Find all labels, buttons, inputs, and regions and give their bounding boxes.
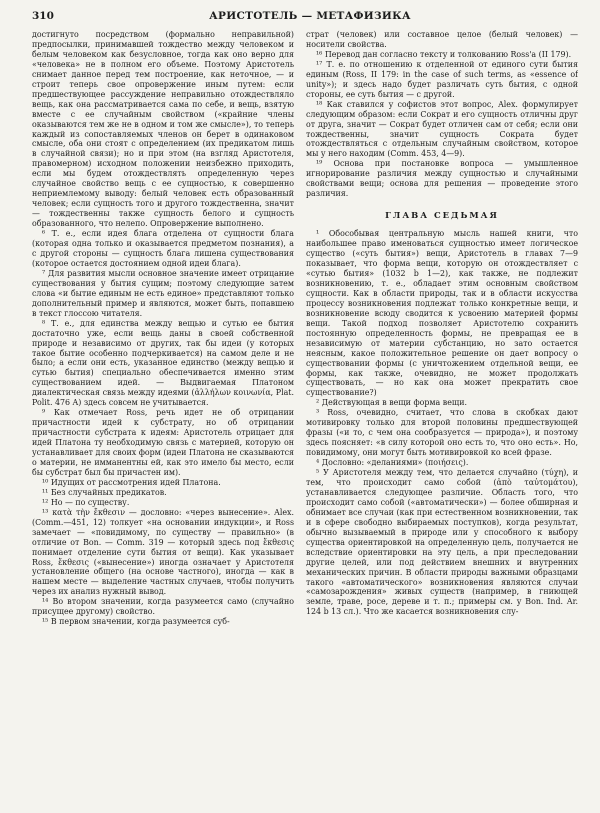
footnote: ¹⁹ Основа при постановке вопроса — умышленное игнорирование различия между сущностью и случайными свойствами вещи; основа для решения — проведение этого различия. bbox=[306, 159, 578, 199]
footnote: ⁹ Как отмечает Ross, речь идет не об отрицании причастности идей к субстрату, но об отрицании причастности субстрата к идеям: Аристотель отрицает для идей Платона ту необходимую связь с материей, которую он устанавливает для своих форм (идеи Платона не сказываются о материи, не имманентны ей, как это имело бы место, если бы субстрат был бы причастен им). bbox=[32, 408, 294, 477]
running-title: АРИСТОТЕЛЬ — МЕТАФИЗИКА bbox=[209, 10, 411, 22]
footnote: ¹⁷ Т. е. по отношению к отделенной от единого сути бытия единым (Ross, II 179: in the case of such terms, as «essence of unity»); и здесь надо будет различать суть бытия, с одной стороны, ее суть бытия — с другой. bbox=[306, 59, 578, 99]
footnote: ¹⁸ Как ставился у софистов этот вопрос, Alex. формулирует следующим образом: если Сократ и его сущность отличны друг от друга, значит — Сократ будет отличен сам от себя; если они тождественны, значит сущность Сократа будет отождествляться с отдельным случайным свойством, которое мы у него находим (Comm. 453, 4—9). bbox=[306, 99, 578, 159]
footnote: ⁷ Для развития мысли основное значение имеет отрицание существования у бытия сущим; поэтому следующие затем слова «и бытие единым не есть единое» представляют только дополнительный пример и являются, может быть, попавшею в текст глоссою читателя. bbox=[32, 268, 294, 318]
footnote: ¹³ κατὰ τὴν ἔκθεσιν — дословно: «через вынесение». Alex. (Comm.—451, 12) толкует «на основании индукции», и Ross замечает — «повидимому, по существу — правильно» (в отличие от Bon. — Comm. 319 — который здесь под ἔκθεσις понимает отделение сути бытия от вещи). Как указывает Ross, ἔκθεσις («вынесение») иногда означает у Аристотеля установление общего (на основе частного), иногда — как в нашем месте — выделение частных случаев, чтобы получить через их анализ нужный вывод. bbox=[32, 507, 294, 597]
footnote: ¹⁶ Перевод дан согласно тексту и толкованию Ross'а (II 179). bbox=[316, 49, 572, 59]
footnote: ¹² Но — по существу. bbox=[42, 497, 130, 507]
page-number: 310 bbox=[32, 10, 54, 22]
footnote: ⁵ У Аристотеля между тем, что делается случайно (τύχη), и тем, что происходит само собой (ἀπὸ ταὐτομάτου), устанавливается следующее различие. Область того, что происходит само собой («автоматически») — более обширная и обнимает все случаи (как при естественном возникновении, так и в сфере свободно выбираемых поступков), когда результат, обычно вызываемый в природе или у способного к выбору существа ориентировкой на определенную цель, получается не вследствие ориентировки на эту цель, а при преследовании другие целей, или под действием внешних и внутренних механических причин. В области природы важными образцами такого «автоматического» возникновения являются случаи «самозарождения» живых существ (например, в гниющей земле, траве, росе, дереве и т. п.; примеры см. у Bon. Ind. Ar. 124 b 13 сл.). Что же касается возникновения слу- bbox=[306, 468, 578, 617]
right-column bbox=[306, 30, 578, 805]
footnote: ⁶ Т. е., если идея блага отделена от сущности блага (которая одна только и оказывается предметом познания), а с другой стороны — сущность блага лишена существования (которое остается достоянием одной идеи блага). bbox=[32, 229, 294, 268]
footnote: страт (человек) или составное целое (белый человек) — носители свойства. bbox=[306, 30, 578, 49]
footnote: ¹⁰ Идущих от рассмотрения идей Платона. bbox=[42, 477, 221, 487]
footnote: ⁴ Дословно: «деланиями» (ποιήσεις). bbox=[316, 458, 469, 468]
left-column bbox=[32, 30, 294, 805]
footnote: ¹⁵ В первом значении, когда разумеется суб- bbox=[42, 617, 230, 627]
footnote: ¹⁴ Во втором значении, когда разумеется само (случайно присущее другому) свойство. bbox=[32, 597, 294, 617]
footnote: ² Действующая в вещи форма вещи. bbox=[316, 398, 467, 408]
footnote: ³ Ross, очевидно, считает, что слова в скобках дают мотивировку только для второй половины предшествующей фразы («и то, с чем она сообразуется — природа»), и поэтому здесь поясняет: «в силу которой оно есть то, что оно есть». Но, повидимому, они могут быть мотивировкой ко всей фразе. bbox=[306, 408, 578, 458]
footnote: ¹ Обособывая центральную мысль нашей книги, что наибольшее право именоваться сущностью имеет логическое существо («суть бытия») вещи, Аристотель в главах 7—9 показывает, что форма вещи, которую он отождествляет с «сутью бытия» (1032 b 1—2), как также, не подлежит возникновению, т. е., обладает этим основным свойством сущности. Как в области природы, так и в области искусства процессу возникновения подлежат только конкретные вещи, и возникновение всюду сводится к усвоению материей формы вещи. Такой подход позволяет Аристотелю сохранить постоянную определенность формы, не превращая ее в независимую от материи субстанцию, но зато остается неясным, какое положительное решение он дает вопросу о существовании формы (с уничтожением отдельной вещи, ее формы, как также, очевидно, не может продолжать существовать, — но как она может прекратить свое существование?) bbox=[306, 229, 578, 398]
footnote: ¹¹ Без случайных предикатов. bbox=[42, 487, 167, 497]
paragraph: достигнуто посредством (формально неправильной) предпосылки, принимавшей тождество между человеком и белым человеком как безусловное, тогда как оно верно для «человека» не в полном его объеме. Поэтому Аристотель снимает данное перед тем построение, как неточное, — и строит теперь свое опровержение иным путем: если предшествующее рассуждение неправильно отождествляло вещь, как она рассматривается сама по себе, и вещь, взятую вместе с ее случайным свойством («крайние члены оказываются тем же не в одном и том же смысле»), то теперь каждый из сопоставляемых членов он берет в одинаковом смысле, оба они стоят с определением (их предикатом лишь в случайной связи); но и при этом (на взгляд Аристотеля, правомерном) исходном положении неизбежно приходить, если мы будем отождествлять определенную через случайное свойство вещь с ее сущностью, к совершенно неприемлемому выводу: белый человек есть образованный человек; если сущность того и другого тождественна, значит — тождественны также сущность белого и сущность образованного, что нелепо. Опровержение выполнено. bbox=[32, 30, 294, 229]
page-header bbox=[32, 10, 578, 24]
chapter-heading: ГЛАВА СЕДЬМАЯ bbox=[385, 210, 499, 221]
footnote: ⁸ Т. е., для единства между вещью и сутью ее бытия достаточно уже, если вещь даны в своей собственной природе и независимо от других, так бы идеи (у которых такое бытие особенно подчеркивается) на самом деле и не было; а если они есть, указанное единство (между вещью и сутью бытия) специально обеспечивается именно этим существованием идей. — Выдвигаемая Платоном диалектическая связь между идеями (ἀλλήλων κοινωνία, Plat. Polit. 476 A) здесь совсем не учитывается. bbox=[32, 318, 294, 408]
